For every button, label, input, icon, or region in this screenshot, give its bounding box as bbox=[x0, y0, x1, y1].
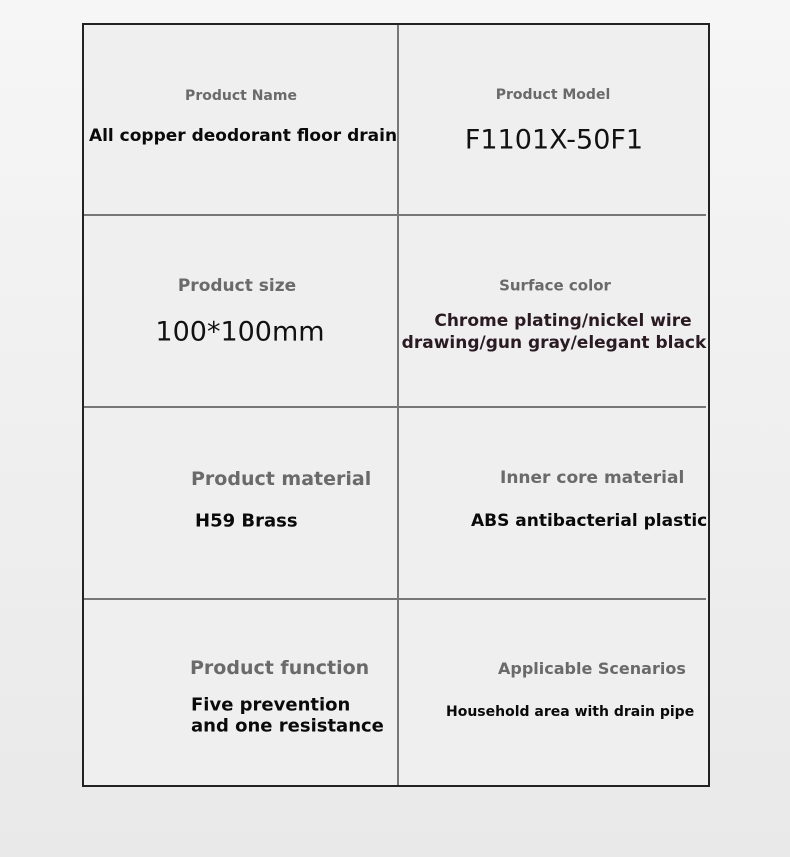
product-name-label: Product Name bbox=[185, 87, 297, 104]
product-material-label: Product material bbox=[191, 468, 372, 491]
surface-color-value-line2: drawing/gun gray/elegant black bbox=[401, 333, 707, 354]
product-material-value: H59 Brass bbox=[195, 510, 298, 532]
product-function-value-line2: and one resistance bbox=[191, 715, 384, 737]
product-name-value: All copper deodorant floor drain bbox=[88, 126, 398, 147]
product-size-value: 100*100mm bbox=[155, 316, 325, 348]
row-divider bbox=[84, 406, 706, 408]
product-model-label: Product Model bbox=[495, 86, 611, 103]
product-function-label: Product function bbox=[190, 657, 370, 680]
row-divider bbox=[84, 214, 706, 216]
surface-color-label: Surface color bbox=[499, 276, 611, 295]
surface-color-value-line1: Chrome plating/nickel wire bbox=[434, 311, 692, 332]
inner-core-material-value: ABS antibacterial plastic bbox=[471, 511, 708, 532]
product-model-value: F1101X-50F1 bbox=[464, 124, 644, 156]
product-function-value-line1: Five prevention bbox=[191, 694, 351, 716]
row-divider bbox=[84, 598, 706, 600]
column-divider bbox=[397, 25, 399, 785]
inner-core-material-label: Inner core material bbox=[500, 468, 685, 489]
product-size-label: Product size bbox=[177, 276, 297, 297]
applicable-scenarios-label: Applicable Scenarios bbox=[498, 658, 686, 678]
applicable-scenarios-value: Household area with drain pipe bbox=[446, 703, 695, 720]
